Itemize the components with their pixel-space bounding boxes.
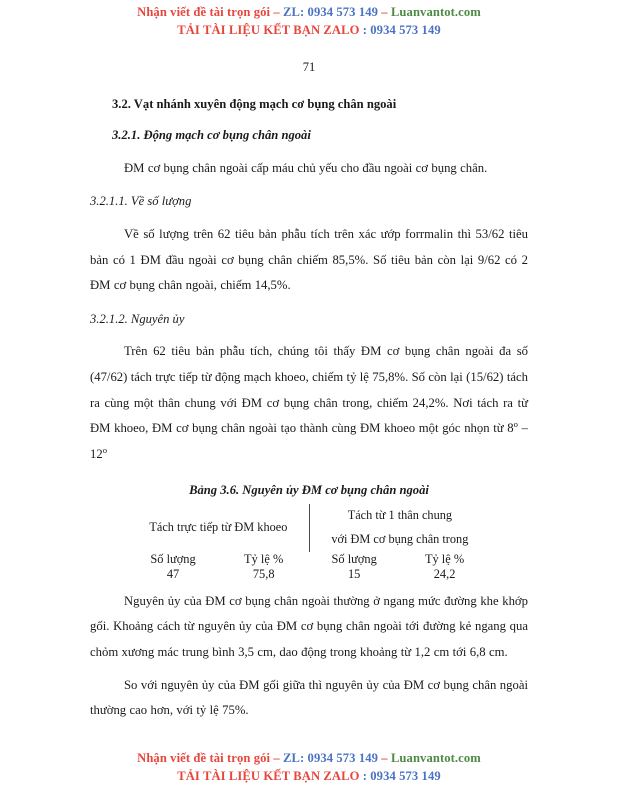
degree-superscript-1: o (513, 419, 518, 430)
table-subheader-cell: Số lượng (331, 551, 377, 566)
table-header-row (128, 504, 490, 552)
table-cell-value: 75,8 (252, 566, 275, 581)
paragraph-after-table-2: So với nguyên ủy của ĐM gối giữa thì nguyên ủy của ĐM cơ bụng chân ngoài thường cao hơn, với tỷ lệ 75%. (90, 677, 528, 718)
header-promo-colon: : (359, 22, 371, 37)
header-promo-text-1: Nhận viết đề tài trọn gói (137, 5, 271, 19)
paragraph-so-luong: Về số lượng trên 62 tiêu bản phẫu tích trên xác ướp forrmalin thì 53/62 tiêu bản có 1 ĐM đầu ngoài cơ bụng chân chiếm 85,5%. Số tiêu bản còn lại 9/62 có 2 ĐM cơ bụng chân ngoài, chiếm 14,5%. (90, 226, 528, 293)
table-row (128, 567, 490, 582)
paragraph-after-table-1: Nguyên ủy của ĐM cơ bụng chân ngoài thường ở ngang mức đường khe khớp gối. Khoảng cách từ nguyên ủy của ĐM cơ bụng chân ngoài tới đường kẻ ngang qua chỏm xương mác trung bình 3,5 cm, dao động trong khoảng từ 1,2 cm tới 6,8 cm. (90, 593, 528, 659)
table-cell-value: 24,2 (433, 566, 456, 581)
table-header-right-line-1: Tách từ 1 thân chung (347, 507, 453, 522)
table-cell-value: 15 (347, 566, 361, 581)
table-subheader-cell: Tỷ lệ % (424, 551, 465, 566)
header-promo-text-2: TẢI TÀI LIỆU KẾT BẠN ZALO (177, 22, 360, 37)
paragraph-nguyen-uy-text: Trên 62 tiêu bản phẫu tích, chúng tôi thấy ĐM cơ bụng chân ngoài đa số (47/62) tách trực tiếp từ động mạch khoeo, chiếm tỷ lệ 75,8%. Số còn lại (15/62) tách ra cùng một thân chung với ĐM cơ bụng chân trong, chiếm 24,2%. Nơi tách ra từ ĐM khoeo, ĐM cơ bụng chân ngoài tạo thành cùng ĐM khoeo một góc nhọn từ 8 (90, 344, 528, 436)
footer-promo-site: Luanvantot.com (390, 751, 481, 766)
section-heading-3-2-1: 3.2.1. Động mạch cơ bụng chân ngoài (112, 128, 311, 143)
paragraph-nguyen-uy-mid: – 12 (90, 421, 528, 462)
table-cell-value: 47 (166, 566, 180, 581)
section-heading-3-2-1-2: 3.2.1.2. Nguyên ủy (90, 311, 185, 326)
header-promo-line-2 (0, 22, 618, 40)
header-promo-phone-2: 0934 573 149 (370, 22, 441, 37)
footer-promo-text-2: TẢI TÀI LIỆU KẾT BẠN ZALO (177, 769, 360, 784)
header-promo-dash-1: – (270, 5, 284, 19)
header-promo-line-1 (0, 4, 618, 22)
section-heading-3-2: 3.2. Vạt nhánh xuyên động mạch cơ bụng chân ngoài (112, 96, 397, 111)
footer-promo-line-2 (0, 768, 618, 786)
table-subheader-cell: Số lượng (150, 551, 196, 566)
table-subheader-cell: Tỷ lệ % (244, 551, 284, 566)
footer-promo-text-1: Nhận viết đề tài trọn gói (137, 751, 271, 766)
footer-promo-banner (0, 750, 618, 786)
degree-superscript-2: o (102, 444, 107, 455)
paragraph-nguyen-uy (90, 331, 528, 467)
data-table (128, 504, 490, 582)
page-number: 71 (302, 59, 316, 74)
table-caption: Bảng 3.6. Nguyên ủy ĐM cơ bụng chân ngoài (189, 482, 429, 497)
section-heading-3-2-1-1: 3.2.1.1. Về số lượng (90, 194, 192, 209)
header-promo-banner (0, 0, 618, 40)
paragraph-intro: ĐM cơ bụng chân ngoài cấp máu chủ yếu cho đầu ngoài cơ bụng chân. (124, 160, 488, 175)
document-content (90, 75, 528, 724)
footer-promo-colon: : (359, 769, 371, 784)
header-promo-zalo-1: ZL: 0934 573 149 (283, 5, 379, 19)
footer-promo-dash-1: – (270, 751, 284, 766)
table-header-left: Tách trực tiếp từ ĐM khoeo (128, 504, 309, 552)
table-header-right (309, 504, 490, 552)
footer-promo-line-1 (0, 750, 618, 768)
table-header-right-line-2: với ĐM cơ bụng chân trong (331, 531, 469, 546)
footer-promo-zalo-1: ZL: 0934 573 149 (283, 751, 379, 766)
footer-promo-phone-2: 0934 573 149 (370, 769, 441, 784)
footer-promo-dash-2: – (378, 751, 391, 766)
table-subheader-row (128, 552, 490, 567)
header-promo-dash-2: – (378, 5, 391, 19)
header-promo-site: Luanvantot.com (390, 5, 481, 19)
